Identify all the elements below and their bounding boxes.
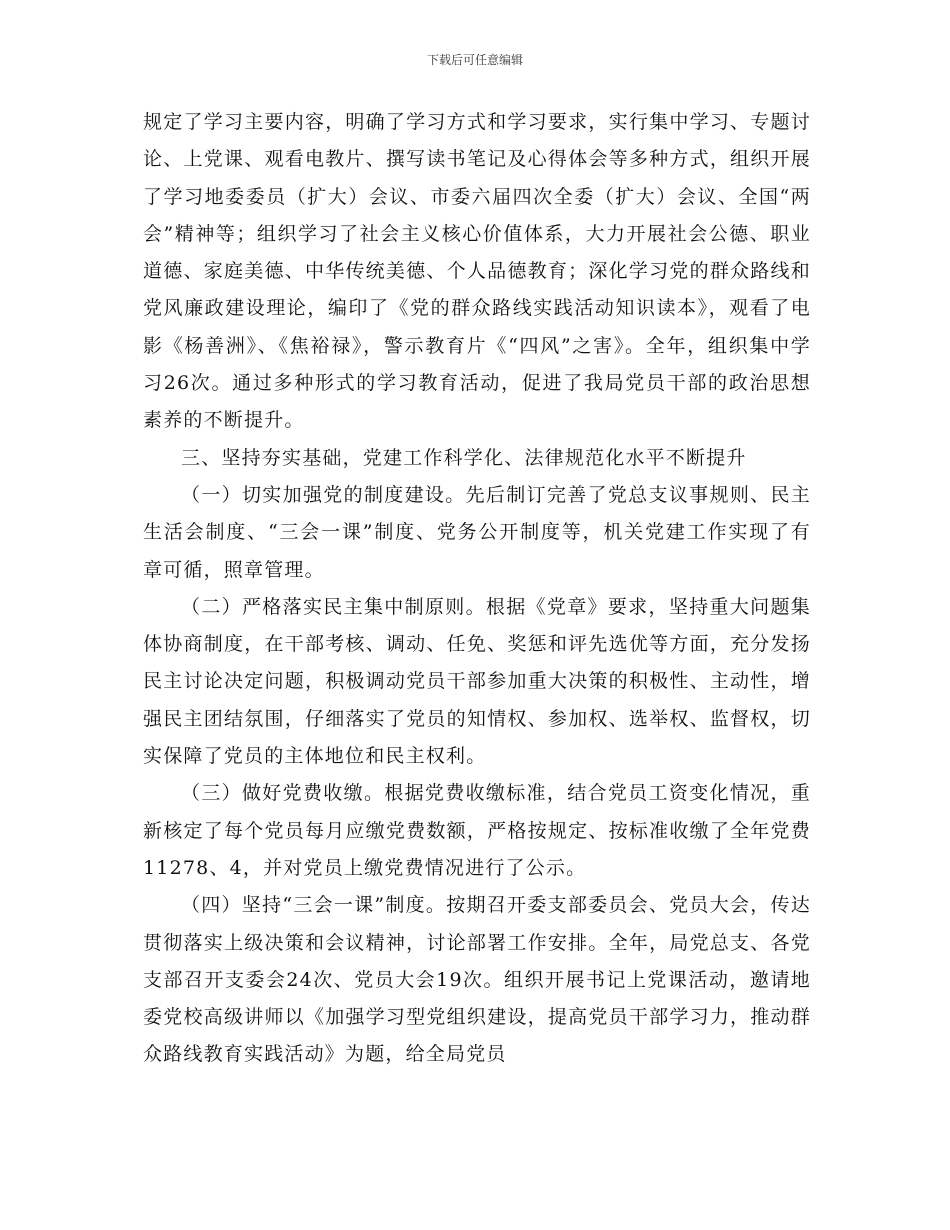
section-heading-three: 三、坚持夯实基础，党建工作科学化、法律规范化水平不断提升 bbox=[181, 446, 747, 469]
document-body bbox=[143, 104, 811, 1074]
page-header: 下载后可任意编辑 bbox=[426, 53, 523, 67]
paragraph-three-meetings: （四）坚持“三会一课”制度。按期召开委支部委员会、党员大会，传达贯彻落实上级决策和会议精神，讨论部署工作安排。全年，局党总支、各党支部召开支委会24次、党员大会19次。组织开展书记上党课活动，邀请地委党校高级讲师以《加强学习型党组织建设，提高党员干部学习力，推动群众路线教育实践活动》为题，给全局党员 bbox=[143, 894, 811, 1066]
paragraph-system-building: （一）切实加强党的制度建设。先后制订完善了党总支议事规则、民主生活会制度、“三会一课”制度、党务公开制度等，机关党建工作实现了有章可循，照章管理。 bbox=[143, 483, 811, 581]
paragraph-study-content: 规定了学习主要内容，明确了学习方式和学习要求，实行集中学习、专题讨论、上党课、观看电教片、撰写读书笔记及心得体会等多种方式，组织开展了学习地委委员（扩大）会议、市委六届四次全委（扩大）会议、全国“两会”精神等；组织学习了社会主义核心价值体系，大力开展社会公德、职业道德、家庭美德、中华传统美德、个人品德教育；深化学习党的群众路线和党风廉政建设理论，编印了《党的群众路线实践活动知识读本》，观看了电影《杨善洲》、《焦裕禄》，警示教育片《“四风”之害》。全年，组织集中学习26次。通过多种形式的学习教育活动，促进了我局党员干部的政治思想素养的不断提升。 bbox=[143, 111, 811, 432]
paragraph-democratic-centralism: （二）严格落实民主集中制原则。根据《党章》要求，坚持重大问题集体协商制度，在干部考核、调动、任免、奖惩和评先选优等方面，充分发扬民主讨论决定问题，积极调动党员干部参加重大决策的积极性、主动性，增强民主团结氛围，仔细落实了党员的知情权、参加权、选举权、监督权，切实保障了党员的主体地位和民主权利。 bbox=[143, 595, 811, 768]
paragraph-party-dues: （三）做好党费收缴。根据党费收缴标准，结合党员工资变化情况，重新核定了每个党员每月应缴党费数额，严格按规定、按标准收缴了全年党费11278、4，并对党员上缴党费情况进行了公示。 bbox=[143, 782, 811, 879]
